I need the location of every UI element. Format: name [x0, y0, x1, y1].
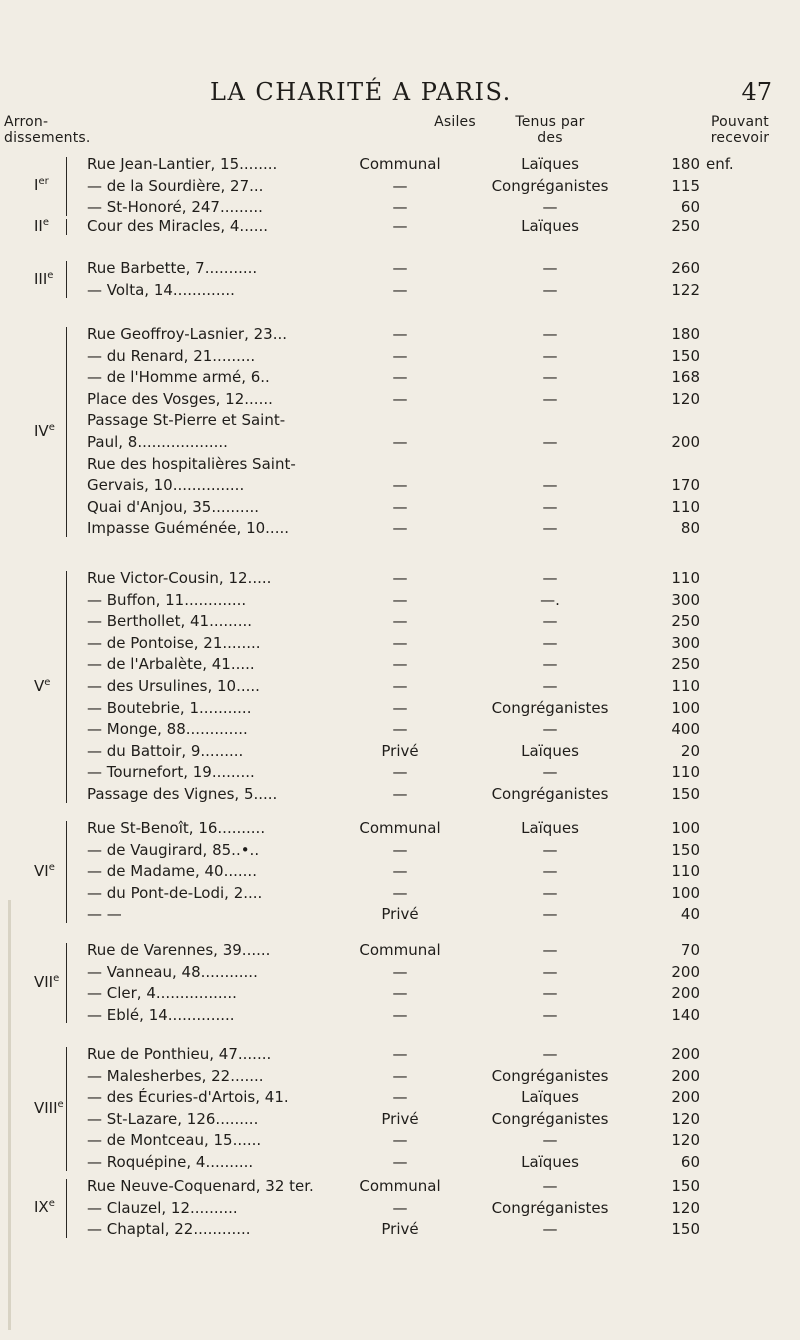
- tenus-cell: —: [542, 941, 558, 959]
- asile-cell: —: [392, 519, 408, 538]
- tenus-cell: Congréganistes: [491, 1066, 609, 1085]
- arrondissement-group: [0, 1044, 800, 1174]
- street-cell: Rue Barbette, 7...........: [87, 259, 258, 277]
- asile-cell: —: [392, 590, 408, 609]
- arrondissement-label: VIe: [34, 862, 55, 880]
- arrondissement-group: [0, 940, 800, 1026]
- street-cell: — de Madame, 40.......: [87, 862, 257, 881]
- table-row: [0, 611, 800, 633]
- tenus-cell: —: [542, 676, 558, 695]
- capacity-cell: 70: [680, 941, 700, 959]
- table-row: [0, 258, 800, 280]
- asile-cell: —: [392, 720, 408, 739]
- street-cell: — Eblé, 14..............: [87, 1005, 235, 1024]
- tenus-cell: —: [542, 862, 558, 881]
- arrondissement-group: [0, 216, 800, 238]
- tenus-cell: —: [542, 984, 558, 1003]
- capacity-cell: 120: [671, 1131, 700, 1150]
- tenus-cell: —: [542, 389, 558, 408]
- street-cell: — Roquépine, 4..........: [87, 1152, 254, 1171]
- tenus-cell: —: [542, 840, 558, 859]
- street-cell: — Cler, 4.................: [87, 984, 237, 1003]
- tenus-cell: Congréganistes: [491, 1109, 609, 1128]
- asile-cell: —: [392, 432, 408, 451]
- asile-cell: —: [392, 862, 408, 881]
- tenus-cell: —: [542, 883, 558, 902]
- tenus-cell: Congréganistes: [491, 698, 609, 717]
- street-cell: — Boutebrie, 1...........: [87, 698, 252, 717]
- tenus-cell: Laïques: [521, 1088, 579, 1107]
- table-row: [0, 904, 800, 926]
- capacity-cell: 200: [671, 432, 700, 451]
- table-row: [0, 1005, 800, 1027]
- column-header-asiles: Asiles: [434, 114, 476, 130]
- capacity-cell: 80: [680, 519, 700, 538]
- capacity-cell: 200: [671, 962, 700, 981]
- table-row: [0, 367, 800, 389]
- street-cell: — de la Sourdière, 27...: [87, 176, 264, 195]
- capacity-cell: 150: [671, 346, 700, 365]
- street-cell: — Tournefort, 19.........: [87, 763, 255, 782]
- asile-cell: —: [392, 569, 408, 587]
- arrondissement-group: [0, 1176, 800, 1241]
- table-row: [0, 883, 800, 905]
- asile-cell: —: [392, 763, 408, 782]
- capacity-cell: 150: [671, 784, 700, 803]
- asile-cell: —: [392, 840, 408, 859]
- street-cell: Cour des Miracles, 4......: [87, 217, 269, 235]
- capacity-cell: 250: [671, 655, 700, 674]
- tenus-cell: —: [542, 259, 558, 277]
- arrondissement-group: [0, 568, 800, 806]
- street-cell: — Monge, 88.............: [87, 720, 248, 739]
- street-cell: — du Battoir, 9.........: [87, 741, 244, 760]
- capacity-cell: 250: [671, 217, 700, 235]
- table-row: [0, 741, 800, 763]
- capacity-cell: 170: [671, 476, 700, 495]
- asile-cell: —: [392, 497, 408, 516]
- capacity-cell: 100: [671, 883, 700, 902]
- asile-cell: —: [392, 389, 408, 408]
- table-row: [0, 389, 800, 411]
- asile-cell: —: [392, 259, 408, 277]
- table-row: [0, 840, 800, 862]
- tenus-cell: —: [542, 476, 558, 495]
- table-row: [0, 324, 800, 346]
- arrondissement-group: [0, 324, 800, 540]
- capacity-note: enf.: [706, 155, 734, 173]
- asile-cell: —: [392, 176, 408, 195]
- tenus-cell: Laïques: [521, 819, 579, 837]
- arrondissement-label: IIe: [34, 216, 50, 235]
- street-cell: Quai d'Anjou, 35..........: [87, 497, 260, 516]
- asile-cell: —: [392, 676, 408, 695]
- capacity-cell: 110: [671, 497, 700, 516]
- capacity-cell: 180: [671, 325, 700, 343]
- arrondissement-label: IVe: [34, 422, 55, 440]
- capacity-cell: 200: [671, 984, 700, 1003]
- arrondissement-group: [0, 154, 800, 219]
- capacity-cell: 260: [671, 259, 700, 277]
- table-row: [0, 762, 800, 784]
- capacity-cell: 200: [671, 1066, 700, 1085]
- asile-cell: —: [392, 612, 408, 631]
- asile-cell: —: [392, 346, 408, 365]
- street-cell: Place des Vosges, 12......: [87, 389, 273, 408]
- asile-cell: —: [392, 784, 408, 803]
- asile-cell: —: [392, 633, 408, 652]
- capacity-cell: 110: [671, 676, 700, 695]
- capacity-cell: 115: [671, 176, 700, 195]
- asile-cell: —: [392, 1066, 408, 1085]
- asile-cell: —: [392, 198, 408, 217]
- capacity-cell: 140: [671, 1005, 700, 1024]
- street-cell: Passage des Vignes, 5.....: [87, 784, 278, 803]
- street-cell: Rue Neuve-Coquenard, 32 ter.: [87, 1177, 314, 1195]
- street-cell: Passage St-Pierre et Saint-: [87, 411, 286, 430]
- tenus-cell: —: [542, 612, 558, 631]
- asile-cell: Communal: [359, 1177, 441, 1195]
- asile-cell: —: [392, 325, 408, 343]
- street-cell: — des Ursulines, 10.....: [87, 676, 260, 695]
- street-cell: — de l'Arbalète, 41.....: [87, 655, 255, 674]
- street-cell: Rue Victor-Cousin, 12.....: [87, 569, 272, 587]
- page-edge-shadow: [8, 900, 11, 1330]
- street-cell: — Volta, 14.............: [87, 280, 235, 299]
- table-row: [0, 216, 800, 238]
- table-row: [0, 497, 800, 519]
- tenus-cell: —: [542, 1131, 558, 1150]
- table-row: [0, 154, 800, 176]
- tenus-cell: —: [542, 1045, 558, 1063]
- arrondissement-label: VIIe: [34, 973, 60, 992]
- capacity-cell: 150: [671, 1177, 700, 1195]
- table-row: [0, 983, 800, 1005]
- asile-cell: Communal: [359, 155, 441, 173]
- tenus-cell: —: [542, 655, 558, 674]
- asile-cell: Privé: [381, 741, 419, 760]
- capacity-cell: 20: [680, 741, 700, 760]
- street-cell: Paul, 8...................: [87, 432, 228, 451]
- capacity-cell: 200: [671, 1045, 700, 1063]
- asile-cell: —: [392, 698, 408, 717]
- table-row: [0, 454, 800, 476]
- street-cell: Rue de Varennes, 39......: [87, 941, 271, 959]
- arrondissement-label: IXe: [34, 1198, 55, 1217]
- tenus-cell: —: [542, 962, 558, 981]
- tenus-cell: Congréganistes: [491, 784, 609, 803]
- street-cell: — de Vaugirard, 85..•..: [87, 840, 260, 859]
- capacity-cell: 60: [680, 198, 700, 217]
- table-row: [0, 346, 800, 368]
- asile-cell: —: [392, 962, 408, 981]
- table-row: [0, 719, 800, 741]
- capacity-cell: 110: [671, 569, 700, 587]
- capacity-cell: 120: [671, 389, 700, 408]
- capacity-cell: 100: [671, 698, 700, 717]
- asile-cell: Communal: [359, 819, 441, 837]
- tenus-cell: Laïques: [521, 1152, 579, 1171]
- capacity-cell: 300: [671, 633, 700, 652]
- tenus-cell: —: [542, 497, 558, 516]
- street-cell: — St-Honoré, 247.........: [87, 198, 263, 217]
- tenus-cell: —: [542, 368, 558, 387]
- asile-cell: —: [392, 1088, 408, 1107]
- table-row: [0, 1198, 800, 1220]
- asile-cell: —: [392, 1005, 408, 1024]
- table-row: [0, 940, 800, 962]
- arrondissement-group: [0, 818, 800, 926]
- capacity-cell: 110: [671, 862, 700, 881]
- asile-cell: —: [392, 655, 408, 674]
- table-row: [0, 1044, 800, 1066]
- capacity-cell: 100: [671, 819, 700, 837]
- capacity-cell: 120: [671, 1198, 700, 1217]
- capacity-cell: 150: [671, 840, 700, 859]
- tenus-cell: —.: [540, 590, 560, 609]
- page-title: LA CHARITÉ A PARIS.: [210, 78, 512, 106]
- street-cell: — de Montceau, 15......: [87, 1131, 262, 1150]
- tenus-cell: —: [542, 1177, 558, 1195]
- asile-cell: —: [392, 1198, 408, 1217]
- asile-cell: —: [392, 1045, 408, 1063]
- capacity-cell: 122: [671, 280, 700, 299]
- tenus-cell: —: [542, 432, 558, 451]
- street-cell: — de l'Homme armé, 6..: [87, 368, 270, 387]
- street-cell: Rue St-Benoît, 16..........: [87, 819, 266, 837]
- street-cell: Rue des hospitalières Saint-: [87, 454, 296, 473]
- capacity-cell: 168: [671, 368, 700, 387]
- table-row: [0, 818, 800, 840]
- arrondissement-label: Ier: [34, 176, 49, 195]
- table-row: [0, 410, 800, 432]
- asile-cell: —: [392, 1152, 408, 1171]
- asile-cell: —: [392, 280, 408, 299]
- street-cell: — des Écuries-d'Artois, 41.: [87, 1088, 289, 1107]
- column-header-pouvant: Pouvant recevoir: [710, 114, 770, 146]
- tenus-cell: —: [542, 905, 558, 924]
- table-row: [0, 1087, 800, 1109]
- capacity-cell: 400: [671, 720, 700, 739]
- tenus-cell: Congréganistes: [491, 176, 609, 195]
- table-row: [0, 568, 800, 590]
- tenus-cell: —: [542, 633, 558, 652]
- table-row: [0, 590, 800, 612]
- street-cell: — —: [87, 905, 122, 924]
- page-number: 47: [741, 78, 772, 106]
- arrondissement-group: [0, 258, 800, 301]
- street-cell: — du Renard, 21.........: [87, 346, 256, 365]
- tenus-cell: Congréganistes: [491, 1198, 609, 1217]
- street-cell: — du Pont-de-Lodi, 2....: [87, 883, 263, 902]
- table-row: [0, 698, 800, 720]
- asile-cell: —: [392, 883, 408, 902]
- street-cell: Rue de Ponthieu, 47.......: [87, 1045, 272, 1063]
- street-cell: Rue Geoffroy-Lasnier, 23...: [87, 325, 288, 343]
- table-row: [0, 176, 800, 198]
- table-row: [0, 1130, 800, 1152]
- table-row: [0, 1176, 800, 1198]
- street-cell: Rue Jean-Lantier, 15........: [87, 155, 278, 173]
- street-cell: — Berthollet, 41.........: [87, 612, 252, 631]
- table-row: [0, 784, 800, 806]
- table-row: [0, 654, 800, 676]
- street-cell: Gervais, 10...............: [87, 476, 245, 495]
- tenus-cell: Laïques: [521, 155, 579, 173]
- table-row: [0, 1219, 800, 1241]
- street-cell: — St-Lazare, 126.........: [87, 1109, 259, 1128]
- asile-cell: Privé: [381, 905, 419, 924]
- table-row: [0, 518, 800, 540]
- tenus-cell: Laïques: [521, 217, 579, 235]
- street-cell: — Malesherbes, 22.......: [87, 1066, 264, 1085]
- asile-cell: Privé: [381, 1109, 419, 1128]
- table-row: [0, 432, 800, 454]
- tenus-cell: —: [542, 720, 558, 739]
- asile-cell: —: [392, 368, 408, 387]
- capacity-cell: 200: [671, 1088, 700, 1107]
- capacity-cell: 40: [680, 905, 700, 924]
- capacity-cell: 60: [680, 1152, 700, 1171]
- tenus-cell: —: [542, 198, 558, 217]
- table-row: [0, 1066, 800, 1088]
- capacity-cell: 110: [671, 763, 700, 782]
- capacity-cell: 150: [671, 1220, 700, 1239]
- table-row: [0, 1152, 800, 1174]
- asile-cell: Communal: [359, 941, 441, 959]
- street-cell: — Clauzel, 12..........: [87, 1198, 238, 1217]
- tenus-cell: —: [542, 1005, 558, 1024]
- tenus-cell: —: [542, 763, 558, 782]
- arrondissement-label: Ve: [34, 676, 51, 695]
- table-row: [0, 280, 800, 302]
- street-cell: — de Pontoise, 21........: [87, 633, 261, 652]
- tenus-cell: —: [542, 325, 558, 343]
- table-row: [0, 861, 800, 883]
- asile-cell: —: [392, 1131, 408, 1150]
- capacity-cell: 120: [671, 1109, 700, 1128]
- tenus-cell: —: [542, 1220, 558, 1239]
- arrondissement-label: IIIe: [34, 269, 54, 288]
- street-cell: — Chaptal, 22............: [87, 1220, 251, 1239]
- table-row: [0, 633, 800, 655]
- tenus-cell: —: [542, 569, 558, 587]
- asile-cell: —: [392, 476, 408, 495]
- street-cell: — Buffon, 11.............: [87, 590, 247, 609]
- street-cell: Impasse Guéménée, 10.....: [87, 519, 290, 538]
- column-header-arrondissements: Arron- dissements.: [4, 114, 91, 146]
- street-cell: — Vanneau, 48............: [87, 962, 258, 981]
- table-row: [0, 676, 800, 698]
- asile-cell: —: [392, 217, 408, 235]
- table-row: [0, 1109, 800, 1131]
- tenus-cell: —: [542, 280, 558, 299]
- tenus-cell: Laïques: [521, 741, 579, 760]
- capacity-cell: 180: [671, 155, 700, 173]
- tenus-cell: —: [542, 519, 558, 538]
- capacity-cell: 300: [671, 590, 700, 609]
- capacity-cell: 250: [671, 612, 700, 631]
- table-row: [0, 475, 800, 497]
- table-row: [0, 962, 800, 984]
- asile-cell: Privé: [381, 1220, 419, 1239]
- column-header-tenus: Tenus par des: [515, 114, 585, 146]
- asile-cell: —: [392, 984, 408, 1003]
- running-head: [0, 78, 800, 108]
- tenus-cell: —: [542, 346, 558, 365]
- arrondissement-label: VIIIe: [34, 1098, 64, 1117]
